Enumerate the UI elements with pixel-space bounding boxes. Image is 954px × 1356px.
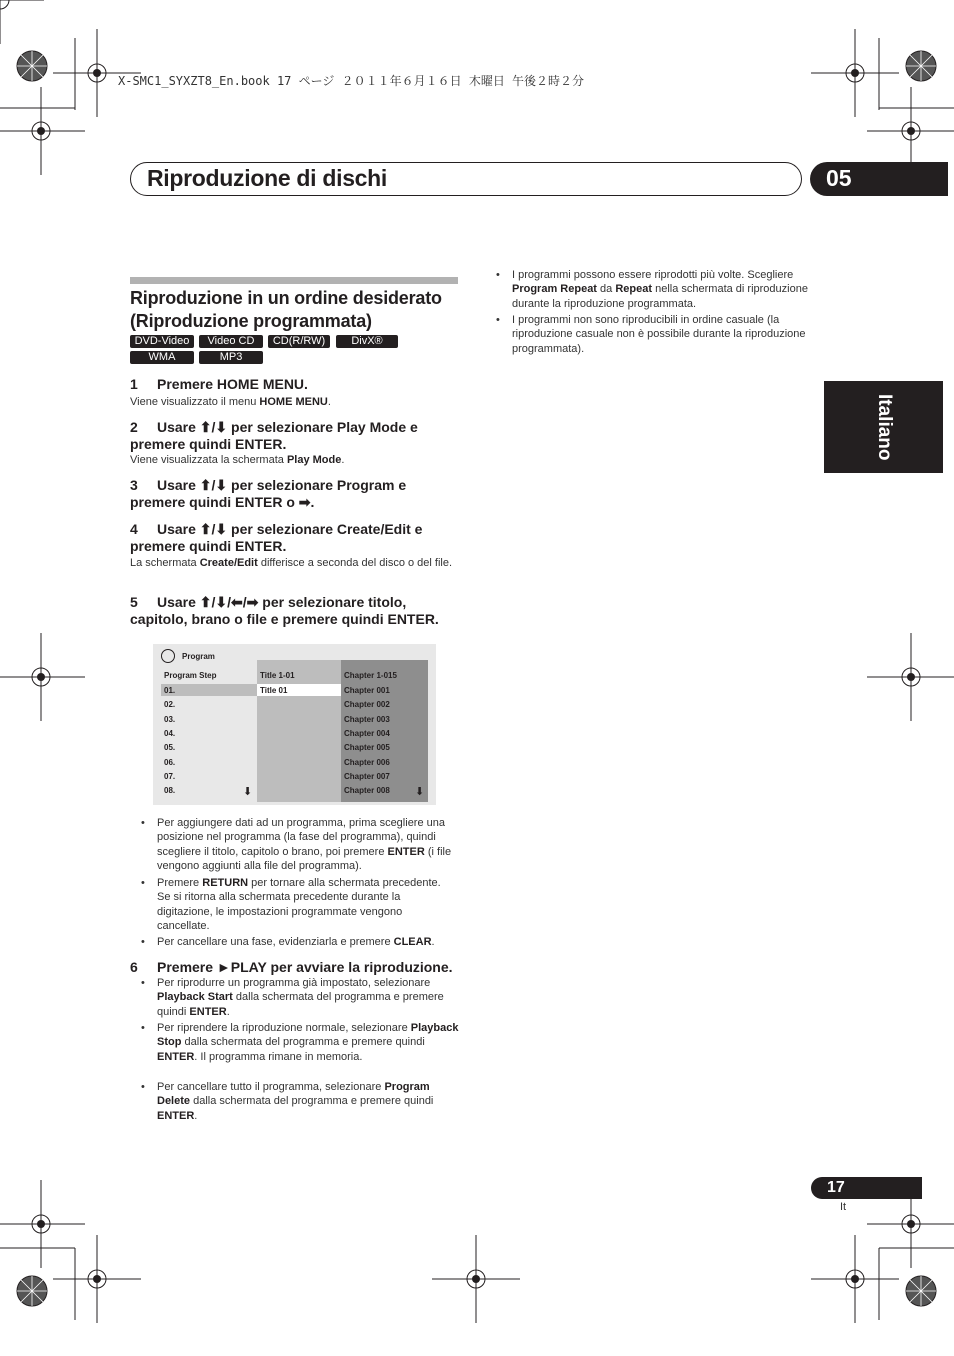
bullet-text: . — [194, 1109, 198, 1122]
bold-term: ENTER — [387, 845, 425, 858]
chapter-tab — [810, 162, 948, 196]
badge-cd: CD(R/RW) — [268, 335, 330, 348]
chapter-row[interactable]: Chapter 002 — [344, 700, 390, 710]
step-5: 5 Usare ⬆/⬇/⬅/➡ per selezionare titolo, capitolo, brano o file e premere quindi ENTER. — [130, 594, 439, 627]
step-2-note: Viene visualizzata la schermata Play Mode. — [130, 454, 345, 466]
bullet-text: per tornare alla schermata precedente. Se si ritorna alla schermata precedente durante la digitazione, le impostazioni programmate vengono cancellate. — [157, 877, 441, 933]
badge-mp3: MP3 — [199, 351, 263, 364]
program-step-row[interactable]: 08. — [164, 786, 176, 796]
bullet-text: . Il programma rimane in memoria. — [194, 1050, 363, 1063]
chapter-row[interactable]: Chapter 005 — [344, 743, 390, 753]
bullet-text: . — [226, 1005, 230, 1018]
bullet-text: Per cancellare una fase, evidenziarla e premere — [157, 936, 394, 948]
scroll-down-arrow-icon: ⬇ — [243, 786, 253, 798]
program-step-row[interactable]: 05. — [164, 743, 176, 753]
bullet-item — [157, 876, 457, 934]
step-3: 3 Usare ⬆/⬇ per selezionare Program e premere quindi ENTER o ➡. — [130, 477, 407, 510]
bullet-item — [157, 935, 457, 949]
selected-step-highlight — [161, 684, 257, 696]
chapter-row[interactable]: Chapter 007 — [344, 771, 390, 781]
language-tab — [824, 381, 943, 473]
bullet-text: I programmi possono essere riprodotti più volte. Scegliere — [512, 269, 794, 281]
step-2: 2 Usare ⬆/⬇ per selezionare Play Mode e premere quindi ENTER. — [130, 419, 418, 452]
program-step-header: Program Step — [164, 671, 217, 680]
program-step-row[interactable]: 02. — [164, 700, 176, 710]
bullet-item — [157, 976, 459, 1019]
bullet-text: dalla schermata del programma e premere quindi — [190, 1095, 434, 1108]
title-selected: Title 01 — [260, 686, 288, 695]
badge-wma: WMA — [130, 351, 194, 364]
bullet-text: nella schermata di riproduzione durante la riproduzione programmata. — [512, 283, 808, 310]
program-screen — [153, 644, 436, 805]
bold-term: Playback Stop — [157, 1022, 459, 1049]
section-rule — [130, 277, 458, 284]
bullet-item — [157, 1021, 459, 1064]
step-4: 4 Usare ⬆/⬇ per selezionare Create/Edit e premere quindi ENTER. — [130, 521, 423, 554]
page-title: Riproduzione di dischi — [147, 165, 388, 191]
bold-term: ENTER — [157, 1050, 195, 1063]
bold-term: Program Repeat — [512, 283, 597, 296]
bullet-item — [157, 816, 457, 874]
chapter-row[interactable]: Chapter 003 — [344, 714, 390, 724]
bold-term: CLEAR — [393, 936, 432, 948]
program-step-row[interactable]: 04. — [164, 728, 176, 738]
chapter-row[interactable]: Chapter 004 — [344, 728, 390, 738]
bullet-text: Per cancellare tutto il programma, selezionare — [157, 1081, 385, 1093]
bullet-item — [512, 268, 814, 311]
chapter-header: Chapter 1-015 — [344, 671, 397, 680]
bullet-text: . — [431, 936, 435, 948]
disc-icon — [161, 649, 175, 663]
badge-dvd-video: DVD-Video — [130, 335, 194, 348]
scroll-down-arrow-icon: ⬇ — [415, 786, 425, 798]
program-step-row[interactable]: 03. — [164, 714, 176, 724]
bold-term: Program Delete — [157, 1081, 430, 1108]
bullet-text: dalla schermata del programma e premere quindi — [157, 991, 444, 1018]
bullet-text: (i file vengono aggiunti alla file del programma). — [157, 845, 452, 873]
page-language-code: It — [840, 1201, 847, 1213]
page-number-badge — [811, 1177, 922, 1199]
bold-term: Repeat — [615, 283, 653, 296]
bullet-text: I programmi non sono riproducibili in ordine casuale (la riproduzione casuale non è possibile durante la riproduzione programmata). — [512, 314, 806, 355]
bullet-item — [157, 1080, 459, 1123]
step-1-note: Viene visualizzato il menu HOME MENU. — [130, 396, 331, 408]
bold-term: RETURN — [202, 877, 249, 889]
section-title — [130, 287, 460, 333]
chapter-row[interactable]: Chapter 001 — [344, 686, 390, 695]
section-title-line2: (Riproduzione programmata) — [130, 311, 372, 331]
step-6: 6 Premere ►PLAY per avviare la riproduzione. — [130, 959, 453, 975]
program-step-row[interactable]: 01. — [164, 686, 176, 695]
badge-divx: DivX® — [336, 335, 398, 348]
bullet-text: dalla schermata del programma e premere quindi — [181, 1036, 425, 1049]
bullet-text: Per aggiungere dati ad un programma, prima scegliere una posizione nel programma (la fase del programma), quindi scegliere il titolo, capitolo o brano, poi premere — [157, 817, 445, 858]
section-title-line1: Riproduzione in un ordine desiderato — [130, 288, 442, 308]
badge-video-cd: Video CD — [199, 335, 263, 348]
bold-term: ENTER — [157, 1109, 195, 1122]
chapter-number: 05 — [826, 165, 852, 191]
chapter-row[interactable]: Chapter 006 — [344, 757, 390, 767]
program-step-row[interactable]: 07. — [164, 771, 176, 781]
language-label: Italiano — [874, 393, 895, 461]
bold-term: Playback Start — [157, 991, 233, 1004]
bullet-item — [512, 313, 814, 356]
title-column — [257, 660, 341, 802]
step-4-note: La schermata Create/Edit differisce a seconda del disco o del file. — [130, 557, 453, 569]
bullet-text: Premere — [157, 877, 203, 889]
page-title-bar — [130, 162, 802, 196]
page-number: 17 — [827, 1179, 845, 1196]
title-header: Title 1-01 — [260, 671, 295, 680]
chapter-row[interactable]: Chapter 008 — [344, 786, 390, 796]
bullet-text: Per riprendere la riproduzione normale, selezionare — [157, 1022, 411, 1034]
screen-title: Program — [182, 652, 215, 661]
program-step-row[interactable]: 06. — [164, 757, 176, 767]
bullet-text: Per riprodurre un programma già impostato, selezionare — [157, 977, 431, 989]
bullet-text: da — [596, 283, 616, 296]
bold-term: ENTER — [189, 1005, 227, 1018]
print-file-header: X-SMC1_SYXZT8_En.book 17 ページ ２０１１年６月１６日 木曜日 午後２時２分 — [118, 74, 585, 88]
step-1: 1 Premere HOME MENU. — [130, 376, 308, 392]
